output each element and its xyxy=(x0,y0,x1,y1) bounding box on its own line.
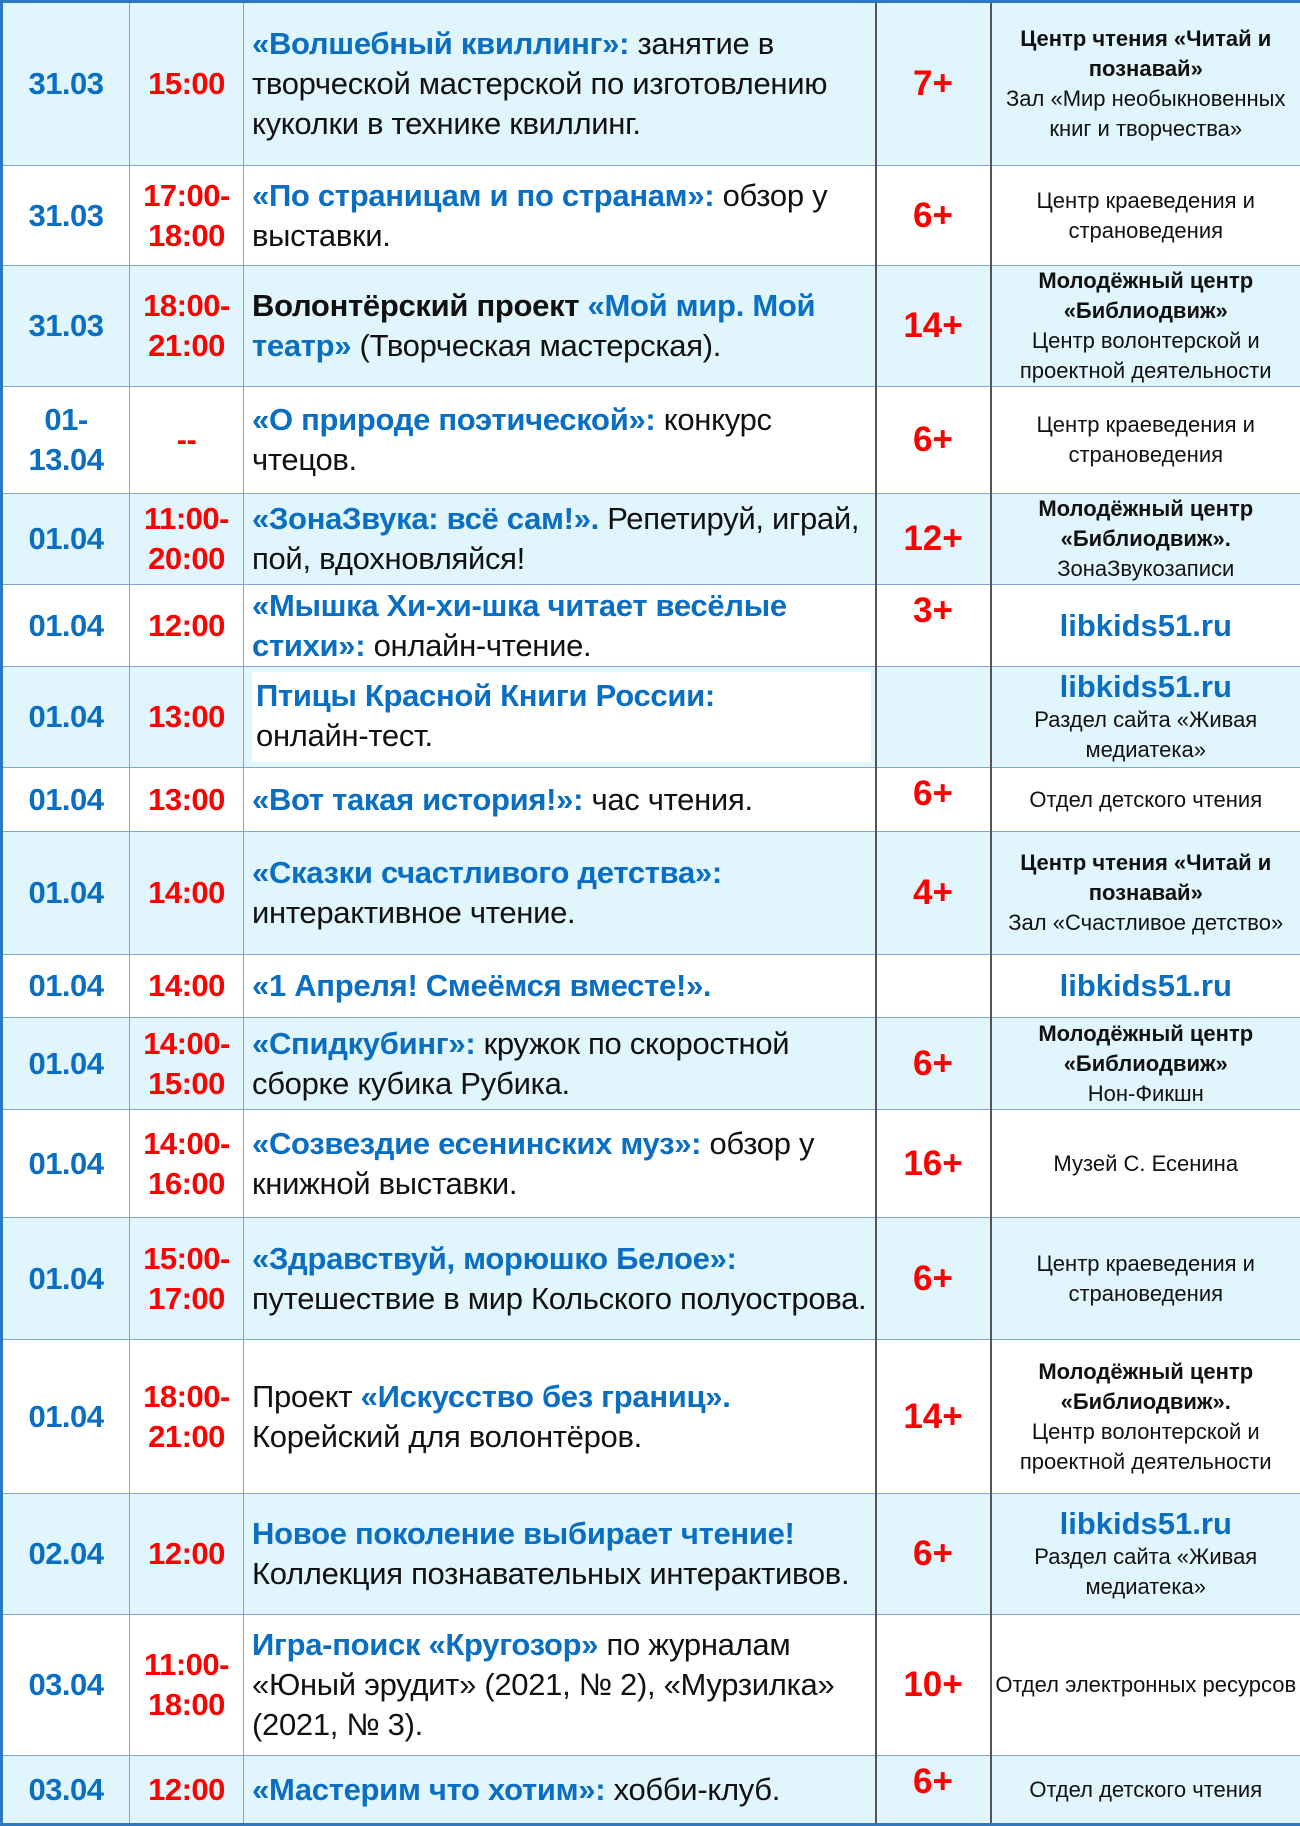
location-detail: Отдел детского чтения xyxy=(1029,787,1262,812)
event-details: Коллекция познавательных интерактивов. xyxy=(252,1556,849,1591)
event-location xyxy=(991,1615,1300,1756)
table-row xyxy=(2,1110,1300,1218)
event-location xyxy=(991,667,1300,768)
event-title: «Созвездие есенинских муз»: xyxy=(252,1126,701,1161)
event-time: 14:00 xyxy=(130,832,244,955)
table-row xyxy=(2,494,1300,585)
event-location xyxy=(991,1218,1300,1340)
event-date: 01.04 xyxy=(2,1218,130,1340)
table-row xyxy=(2,1615,1300,1756)
event-date: 03.04 xyxy=(2,1756,130,1825)
event-details: кружок по скоростной сборке кубика Рубика. xyxy=(252,1026,789,1101)
table-row xyxy=(2,585,1300,667)
age-rating: 6+ xyxy=(876,1018,991,1110)
event-description xyxy=(244,1340,876,1494)
table-row xyxy=(2,832,1300,955)
event-description xyxy=(244,166,876,266)
event-prefix: Волонтёрский проект xyxy=(252,288,588,323)
event-details: час чтения. xyxy=(583,782,753,817)
age-rating: 12+ xyxy=(876,494,991,585)
event-prefix: Проект xyxy=(252,1379,361,1414)
event-details: онлайн-чтение. xyxy=(365,628,591,663)
event-title: «Мышка Хи-хи-шка читает весёлые стихи»: xyxy=(252,588,787,663)
event-title: Птицы Красной Книги России: xyxy=(256,678,715,713)
date-start: 01- xyxy=(44,402,87,437)
event-description xyxy=(244,585,876,667)
event-date: 01.04 xyxy=(2,832,130,955)
age-rating: 16+ xyxy=(876,1110,991,1218)
event-date: 01.04 xyxy=(2,1018,130,1110)
time-end: 18:00 xyxy=(148,218,225,253)
event-date: 01.04 xyxy=(2,955,130,1018)
time-start: 11:00- xyxy=(144,1647,229,1682)
event-title: «Волшебный квиллинг»: xyxy=(252,26,629,61)
event-location xyxy=(991,387,1300,494)
location-detail: Музей С. Есенина xyxy=(1053,1151,1238,1176)
event-date: 01.04 xyxy=(2,1110,130,1218)
event-time: 12:00 xyxy=(130,1494,244,1615)
event-date: 02.04 xyxy=(2,1494,130,1615)
event-location xyxy=(991,494,1300,585)
event-title: «Мастерим что хотим»: xyxy=(252,1772,605,1807)
event-description xyxy=(244,494,876,585)
event-date: 01.04 xyxy=(2,768,130,832)
time-start: 18:00- xyxy=(143,288,230,323)
event-title: Игра-поиск «Кругозор» xyxy=(252,1627,598,1662)
event-location xyxy=(991,585,1300,667)
location-name: Центр чтения «Читай и познавай» xyxy=(1020,26,1271,81)
event-title: «Сказки счастливого детства»: xyxy=(252,855,722,890)
location-detail: Раздел сайта «Живая медиатека» xyxy=(1034,707,1257,762)
table-row xyxy=(2,768,1300,832)
age-rating: 14+ xyxy=(876,266,991,387)
time-end: 20:00 xyxy=(148,541,225,576)
event-details: по журналам «Юный эрудит» (2021, № 2), «Мурзилка» (2021, № 3). xyxy=(252,1627,834,1742)
location-detail: Зал «Счастливое детство» xyxy=(1008,910,1283,935)
location-detail: Зал «Мир необыкновенных книг и творчества» xyxy=(1006,86,1286,141)
age-rating: 6+ xyxy=(876,768,991,832)
event-time xyxy=(130,166,244,266)
age-rating: 10+ xyxy=(876,1615,991,1756)
event-location xyxy=(991,166,1300,266)
event-location xyxy=(991,955,1300,1018)
event-location xyxy=(991,1756,1300,1825)
event-date: 01.04 xyxy=(2,1340,130,1494)
event-details: хобби-клуб. xyxy=(605,1772,780,1807)
event-date: 31.03 xyxy=(2,166,130,266)
time-end: 17:00 xyxy=(148,1281,225,1316)
location-detail: Центр краеведения и страноведения xyxy=(1037,188,1255,243)
event-time: 12:00 xyxy=(130,585,244,667)
event-title: «По страницам и по странам»: xyxy=(252,178,714,213)
event-date xyxy=(2,387,130,494)
event-date: 03.04 xyxy=(2,1615,130,1756)
location-detail: Центр краеведения и страноведения xyxy=(1037,412,1255,467)
age-rating xyxy=(876,667,991,768)
event-details: обзор у книжной выставки. xyxy=(252,1126,814,1201)
website-link[interactable]: libkids51.ru xyxy=(1060,1506,1232,1541)
event-details: (Творческая мастерская). xyxy=(351,328,721,363)
time-start: 11:00- xyxy=(144,501,229,536)
age-rating: 6+ xyxy=(876,1494,991,1615)
event-title: Новое поколение выбирает чтение! xyxy=(252,1516,795,1551)
event-description xyxy=(244,1756,876,1825)
event-date: 31.03 xyxy=(2,2,130,166)
event-description xyxy=(244,955,876,1018)
event-location xyxy=(991,266,1300,387)
event-details: обзор у выставки. xyxy=(252,178,827,253)
time-end: 15:00 xyxy=(148,1066,225,1101)
event-description xyxy=(244,1615,876,1756)
table-row xyxy=(2,2,1300,166)
event-time: 12:00 xyxy=(130,1756,244,1825)
location-name: Молодёжный центр «Библиодвиж» xyxy=(1038,1021,1253,1076)
location-name: Молодёжный центр «Библиодвиж» xyxy=(1038,268,1253,323)
event-location xyxy=(991,768,1300,832)
event-time xyxy=(130,1615,244,1756)
age-rating: 4+ xyxy=(876,832,991,955)
website-link[interactable]: libkids51.ru xyxy=(1060,608,1232,643)
event-time xyxy=(130,1218,244,1340)
event-description xyxy=(244,832,876,955)
event-details: интерактивное чтение. xyxy=(252,895,575,930)
event-date: 01.04 xyxy=(2,585,130,667)
event-time: 13:00 xyxy=(130,768,244,832)
event-location xyxy=(991,1340,1300,1494)
event-description xyxy=(244,667,876,768)
time-end: 18:00 xyxy=(148,1687,225,1722)
event-description xyxy=(244,768,876,832)
location-detail: Отдел электронных ресурсов xyxy=(995,1672,1296,1697)
event-description xyxy=(244,2,876,166)
location-name: Молодёжный центр «Библиодвиж». xyxy=(1038,1359,1253,1414)
time-start: 17:00- xyxy=(143,178,230,213)
location-name: Центр чтения «Читай и познавай» xyxy=(1020,850,1271,905)
event-text-box xyxy=(252,672,871,762)
age-rating: 6+ xyxy=(876,166,991,266)
event-time xyxy=(130,1018,244,1110)
event-time xyxy=(130,1110,244,1218)
event-location xyxy=(991,1110,1300,1218)
location-detail: Центр краеведения и страноведения xyxy=(1037,1251,1255,1306)
time-start: 14:00- xyxy=(143,1026,230,1061)
table-row xyxy=(2,667,1300,768)
table-row xyxy=(2,1756,1300,1825)
location-detail: Раздел сайта «Живая медиатека» xyxy=(1034,1544,1257,1599)
age-rating: 3+ xyxy=(876,585,991,667)
event-description xyxy=(244,387,876,494)
event-time: 15:00 xyxy=(130,2,244,166)
event-title: «ЗонаЗвука: всё сам!». xyxy=(252,501,599,536)
event-title: «1 Апреля! Смеёмся вместе!». xyxy=(252,968,711,1003)
table-row xyxy=(2,1218,1300,1340)
age-rating xyxy=(876,955,991,1018)
event-time: 14:00 xyxy=(130,955,244,1018)
event-details: конкурс чтецов. xyxy=(252,402,772,477)
event-description xyxy=(244,1110,876,1218)
table-row xyxy=(2,266,1300,387)
age-rating: 6+ xyxy=(876,387,991,494)
event-title: «Мой мир. Мой театр» xyxy=(252,288,815,363)
event-details: Корейский для волонтёров. xyxy=(252,1419,642,1454)
event-details: путешествие в мир Кольского полуострова. xyxy=(252,1281,866,1316)
location-detail: Нон-Фикшн xyxy=(1088,1081,1204,1106)
event-time: -- xyxy=(130,387,244,494)
table-row xyxy=(2,1340,1300,1494)
event-title: «Здравствуй, морюшко Белое»: xyxy=(252,1241,737,1276)
time-start: 15:00- xyxy=(143,1241,230,1276)
event-date: 01.04 xyxy=(2,494,130,585)
age-rating: 6+ xyxy=(876,1756,991,1825)
event-location xyxy=(991,2,1300,166)
event-time xyxy=(130,266,244,387)
event-location xyxy=(991,832,1300,955)
time-start: 14:00- xyxy=(143,1126,230,1161)
age-rating: 7+ xyxy=(876,2,991,166)
table-row xyxy=(2,1494,1300,1615)
location-name: Молодёжный центр «Библиодвиж». xyxy=(1038,496,1253,551)
event-details: Репетируй, играй, пой, вдохновляйся! xyxy=(252,501,859,576)
time-end: 21:00 xyxy=(148,328,225,363)
age-rating: 6+ xyxy=(876,1218,991,1340)
event-description xyxy=(244,1018,876,1110)
event-title: «Вот такая история!»: xyxy=(252,782,583,817)
event-time xyxy=(130,494,244,585)
event-time: 13:00 xyxy=(130,667,244,768)
event-title: «Спидкубинг»: xyxy=(252,1026,475,1061)
location-detail: ЗонаЗвукозаписи xyxy=(1057,556,1234,581)
website-link[interactable]: libkids51.ru xyxy=(1060,669,1232,704)
table-row xyxy=(2,955,1300,1018)
location-detail: Центр волонтерской и проектной деятельности xyxy=(1020,1419,1272,1474)
table-row xyxy=(2,1018,1300,1110)
age-rating: 14+ xyxy=(876,1340,991,1494)
event-description xyxy=(244,1494,876,1615)
event-description xyxy=(244,1218,876,1340)
time-end: 21:00 xyxy=(148,1419,225,1454)
date-end: 13.04 xyxy=(28,442,103,477)
time-end: 16:00 xyxy=(148,1166,225,1201)
event-details: онлайн-тест. xyxy=(256,718,433,753)
event-location xyxy=(991,1018,1300,1110)
table-row xyxy=(2,166,1300,266)
event-description xyxy=(244,266,876,387)
event-details: занятие в творческой мастерской по изготовлению куколки в технике квиллинг. xyxy=(252,26,827,141)
event-time xyxy=(130,1340,244,1494)
event-location xyxy=(991,1494,1300,1615)
website-link[interactable]: libkids51.ru xyxy=(1060,968,1232,1003)
event-title: «Искусство без границ». xyxy=(361,1379,731,1414)
table-row xyxy=(2,387,1300,494)
location-detail: Центр волонтерской и проектной деятельности xyxy=(1020,328,1272,383)
event-date: 31.03 xyxy=(2,266,130,387)
location-detail: Отдел детского чтения xyxy=(1029,1777,1262,1802)
event-date: 01.04 xyxy=(2,667,130,768)
event-title: «О природе поэтической»: xyxy=(252,402,655,437)
time-start: 18:00- xyxy=(143,1379,230,1414)
